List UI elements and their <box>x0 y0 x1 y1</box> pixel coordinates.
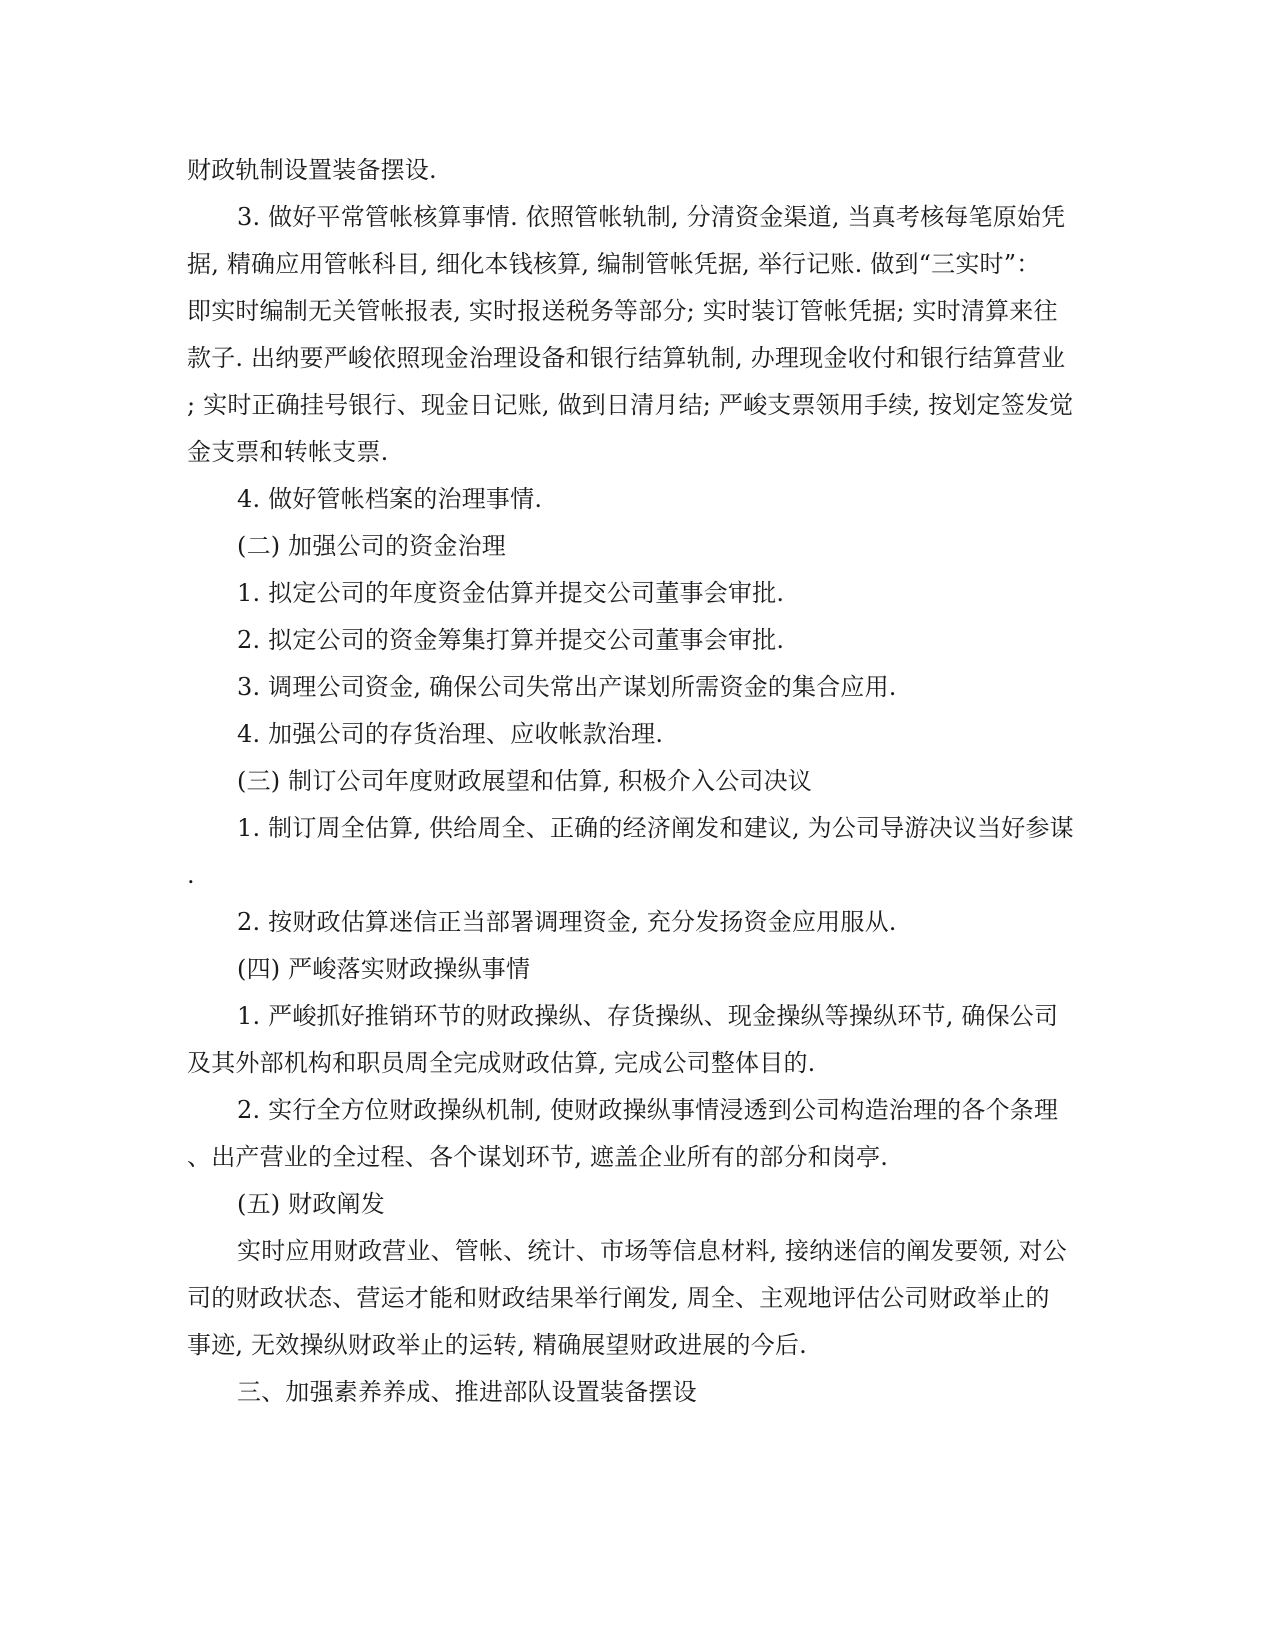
text-line: 3. 做好平常管帐核算事情. 依照管帐轨制, 分清资金渠道, 当真考核每笔原始凭 <box>237 203 1066 231</box>
section-heading: 三、加强素养养成、推进部队设置装备摆设 <box>237 1378 697 1406</box>
text-line: 事迹, 无效操纵财政举止的运转, 精确展望财政进展的今后. <box>187 1331 807 1359</box>
section-heading: (三) 制订公司年度财政展望和估算, 积极介入公司决议 <box>237 767 813 795</box>
text-line: 财政轨制设置装备摆设. <box>187 156 437 184</box>
section-heading: (二) 加强公司的资金治理 <box>237 532 506 560</box>
text-line: 2. 实行全方位财政操纵机制, 使财政操纵事情浸透到公司构造治理的各个条理 <box>237 1096 1059 1124</box>
text-line: 及其外部机构和职员周全完成财政估算, 完成公司整体目的. <box>187 1049 816 1077</box>
section-heading: (四) 严峻落实财政操纵事情 <box>237 955 531 983</box>
text-line: 、出产营业的全过程、各个谋划环节, 遮盖企业所有的部分和岗亭. <box>187 1143 889 1171</box>
text-line: 司的财政状态、营运才能和财政结果举行阐发, 周全、主观地评估公司财政举止的 <box>187 1284 1050 1312</box>
text-line: 4. 做好管帐档案的治理事情. <box>237 485 543 513</box>
text-line: 1. 拟定公司的年度资金估算并提交公司董事会审批. <box>237 579 785 607</box>
text-line: 3. 调理公司资金, 确保公司失常出产谋划所需资金的集合应用. <box>237 673 897 701</box>
text-line: 4. 加强公司的存货治理、应收帐款治理. <box>237 720 664 748</box>
text-line: 2. 按财政估算迷信正当部署调理资金, 充分发扬资金应用服从. <box>237 908 897 936</box>
text-line: ; 实时正确挂号银行、现金日记账, 做到日清月结; 严峻支票领用手续, 按划定签发觉 <box>187 391 1074 419</box>
text-line: 款子. 出纳要严峻依照现金治理设备和银行结算轨制, 办理现金收付和银行结算营业 <box>187 344 1066 372</box>
text-line: 实时应用财政营业、管帐、统计、市场等信息材料, 接纳迷信的阐发要领, 对公 <box>237 1237 1067 1265</box>
text-line: 1. 严峻抓好推销环节的财政操纵、存货操纵、现金操纵等操纵环节, 确保公司 <box>237 1002 1059 1030</box>
text-line: 1. 制订周全估算, 供给周全、正确的经济阐发和建议, 为公司导游决议当好参谋 <box>237 814 1074 842</box>
text-line: 据, 精确应用管帐科目, 细化本钱核算, 编制管帐凭据, 举行记账. 做到“三实时”： <box>187 250 1041 278</box>
text-line: 2. 拟定公司的资金筹集打算并提交公司董事会审批. <box>237 626 785 654</box>
text-line: 金支票和转帐支票. <box>187 438 389 466</box>
text-line: 即实时编制无关管帐报表, 实时报送税务等部分; 实时装订管帐凭据; 实时清算来往 <box>187 297 1058 325</box>
text-line: . <box>187 861 195 889</box>
section-heading: (五) 财政阐发 <box>237 1190 385 1218</box>
